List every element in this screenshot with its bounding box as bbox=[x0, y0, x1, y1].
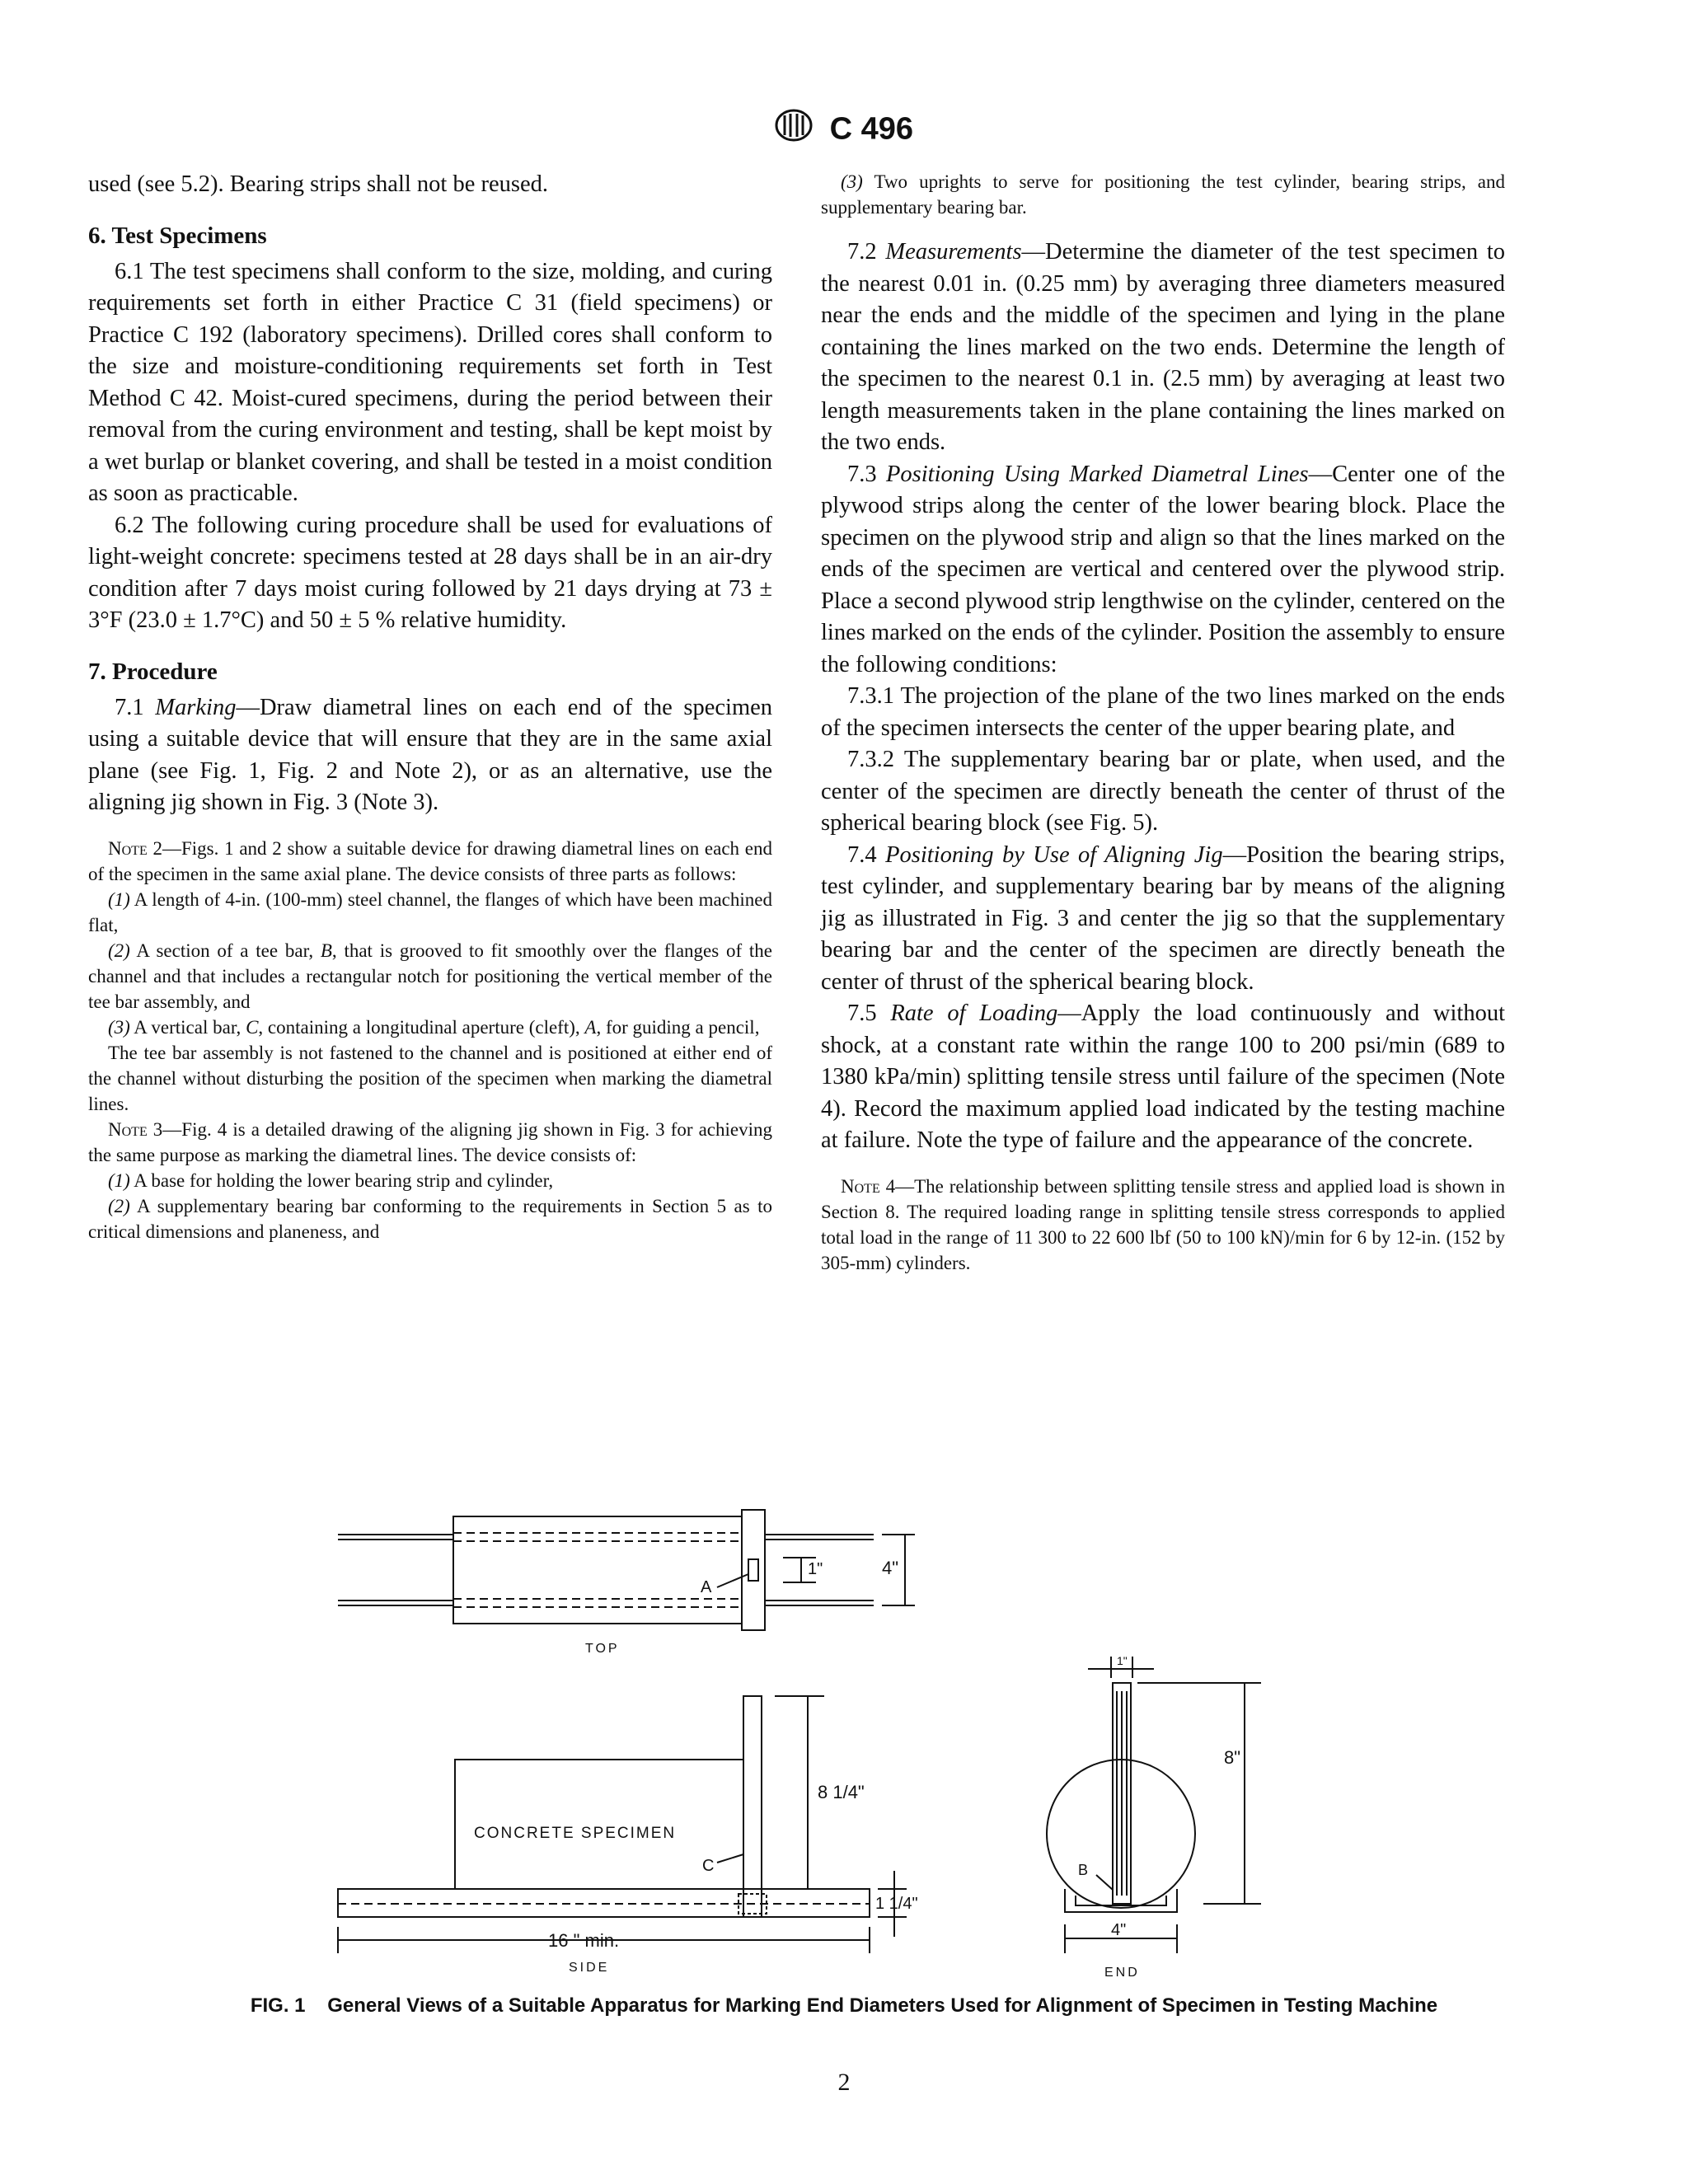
dim-4in-top: 4" bbox=[882, 1558, 899, 1578]
note-text: 2—Figs. 1 and 2 show a suitable device for drawing diametral lines on each end of the specimen in the same axial plane. The device consists of three parts as follows: bbox=[88, 837, 772, 884]
item-text: A base for holding the lower bearing strip and cylinder, bbox=[129, 1169, 554, 1191]
note-2-item-1 bbox=[88, 887, 772, 938]
para-term: Measurements bbox=[885, 239, 1022, 265]
figure-caption bbox=[0, 1994, 1688, 2018]
paragraph-7-3 bbox=[821, 459, 1505, 682]
note-label: Note bbox=[108, 1118, 148, 1140]
top-view bbox=[338, 1510, 915, 1630]
paragraph-6-1: 6.1 The test specimens shall conform to the size, molding, and curing requirements set forth in either Practice C 31 (field specimens) or Practice C 192 (laboratory specimens). Drilled cores shall conform to the size and moisture-conditioning requirements set forth in Test Method C 42. Moist-cured specimens, during the period between their removal from the curing environment and testing, shall be kept moist by a wet burlap or blanket covering, and shall be tested in a moist condition as soon as practicable. bbox=[88, 258, 772, 506]
item-text: Two uprights to serve for positioning the test cylinder, bearing strips, and supplementary bearing bar. bbox=[821, 171, 1505, 218]
note-3-item-1 bbox=[88, 1168, 772, 1193]
note-2-tail: The tee bar assembly is not fastened to the channel and is positioned at either end of the channel without disturbing the position of the specimen when marking the diametral lines. bbox=[88, 1042, 772, 1114]
note-3-item-2 bbox=[88, 1193, 772, 1244]
view-label-end: END bbox=[1104, 1966, 1140, 1980]
paragraph-6-2: 6.2 The following curing procedure shall be used for evaluations of light-weight concrete: specimens tested at 28 days shall be in an air-dry condition after 7 days moist curing followed by 21 days drying at 73 ± 3°F (23.0 ± 1.7°C) and 50 ± 5 % relative humidity. bbox=[88, 512, 772, 633]
section-heading-test-specimens: 6. Test Specimens bbox=[88, 222, 267, 249]
note-label: Note bbox=[841, 1175, 880, 1197]
para-term: Marking bbox=[155, 694, 237, 720]
item-number: (2) bbox=[108, 1195, 130, 1216]
para-text: —Draw diametral lines on each end of the specimen using a suitable device that will ensure that they are in the same axial plane (see Fig. 1, Fig. 2 and Note 2), or as an alternative, use the aligning jig shown in Fig. 3 (Note 3). bbox=[88, 694, 773, 815]
section-heading-procedure: 7. Procedure bbox=[88, 658, 218, 685]
dim-1in-end: 1" bbox=[1117, 1654, 1128, 1667]
label-c: C bbox=[702, 1857, 715, 1875]
item-text: , that is grooved to fit smoothly over the flanges of the channel and that includes a rectangular notch for positioning the vertical member of the tee bar assembly, and bbox=[88, 940, 772, 1012]
item-text: A vertical bar, bbox=[129, 1016, 246, 1038]
item-symbol: B bbox=[320, 940, 332, 961]
item-symbol: C bbox=[246, 1016, 259, 1038]
para-number: 7.1 bbox=[115, 694, 156, 720]
view-label-top: TOP bbox=[585, 1642, 620, 1656]
dim-16-min: 16 " min. bbox=[548, 1930, 620, 1951]
dim-4in-end: 4" bbox=[1111, 1921, 1127, 1939]
item-symbol: A bbox=[584, 1016, 597, 1038]
paragraph-7-2 bbox=[821, 237, 1505, 459]
paragraph-7-1 bbox=[88, 692, 772, 819]
label-b: B bbox=[1078, 1862, 1089, 1878]
note-2 bbox=[88, 836, 772, 887]
note-text: 4—The relationship between splitting tensile stress and applied load is shown in Section 8. The required loading range in splitting tensile stress corresponds to applied total load in the range of 11 300 to 22 600 lbf (50 to 100 kN)/min for 6 by 12-in. (152 by 305-mm) cylinders. bbox=[821, 1175, 1505, 1273]
figure-1-drawing bbox=[313, 1508, 1302, 1986]
dim-1in-top: 1" bbox=[808, 1560, 823, 1578]
left-column bbox=[88, 169, 772, 1244]
dim-8in: 8" bbox=[1224, 1747, 1241, 1768]
para-text: —Position the bearing strips, test cylinder, and supplementary bearing bar by means of the aligning jig as illustrated in Fig. 3 and center the jig so that the supplementary bearing bar and the center of the specimen are directly beneath the center of thrust of the spherical bearing block. bbox=[821, 841, 1506, 995]
note-2-item-3 bbox=[88, 1015, 772, 1040]
item-text: A section of a tee bar, bbox=[129, 940, 321, 961]
figure-caption-text: General Views of a Suitable Apparatus for Marking End Diameters Used for Alignment of Specimen in Testing Machine bbox=[327, 1994, 1438, 2017]
item-text: A length of 4-in. (100-mm) steel channel, the flanges of which have been machined flat, bbox=[88, 888, 772, 935]
paragraph-7-4 bbox=[821, 840, 1505, 999]
figure-label: FIG. 1 bbox=[250, 1994, 306, 2017]
right-column bbox=[821, 169, 1505, 1276]
note-3-item-3 bbox=[821, 169, 1505, 220]
paragraph-7-3-2: 7.3.2 The supplementary bearing bar or plate, when used, and the center of the specimen are directly beneath the center of thrust of the spherical bearing block (see Fig. 5). bbox=[821, 747, 1505, 836]
para-text: —Center one of the plywood strips along the center of the lower bearing block. Place the specimen on the plywood strip and align so that the lines marked on the ends of the specimen are vertical and centered over the plywood strip. Place a second plywood strip lengthwise on the cylinder, centered on the lines marked on the ends of the cylinder. Position the assembly to ensure the following conditions: bbox=[821, 461, 1505, 677]
para-term: Rate of Loading bbox=[890, 1001, 1058, 1026]
item-text: , containing a longitudinal aperture (cleft), bbox=[258, 1016, 585, 1038]
item-number: (2) bbox=[108, 940, 130, 961]
para-term: Positioning by Use of Aligning Jig bbox=[885, 841, 1223, 868]
para-number: 7.5 bbox=[847, 1001, 891, 1026]
note-label: Note bbox=[108, 837, 148, 859]
designation: C 496 bbox=[829, 111, 913, 147]
item-number: (1) bbox=[108, 888, 130, 910]
view-label-side: SIDE bbox=[569, 1961, 610, 1975]
page-number: 2 bbox=[837, 2069, 851, 2096]
astm-logo-icon bbox=[775, 109, 813, 150]
item-text: , for guiding a pencil, bbox=[596, 1016, 760, 1038]
paragraph-continued: used (see 5.2). Bearing strips shall not be reused. bbox=[88, 171, 548, 197]
para-number: 7.2 bbox=[847, 239, 886, 265]
concrete-specimen-label: CONCRETE SPECIMEN bbox=[474, 1825, 677, 1842]
item-number: (3) bbox=[108, 1016, 130, 1038]
page-header bbox=[0, 109, 1688, 150]
item-number: (3) bbox=[841, 171, 863, 192]
note-3 bbox=[88, 1117, 772, 1168]
dim-1-1-4: 1 1/4" bbox=[875, 1895, 918, 1913]
dim-8-1-4: 8 1/4" bbox=[818, 1782, 865, 1802]
item-number: (1) bbox=[108, 1169, 130, 1191]
para-text: —Apply the load continuously and without shock, at a constant rate within the range 100 to 200 psi/min (689 to 1380 kPa/min) splitting tensile stress until failure of the specimen (Note 4). Record the maximum applied load indicated by the testing machine at failure. Note the type of failure and the appearance of the concrete. bbox=[821, 1001, 1505, 1153]
paragraph-7-5 bbox=[821, 998, 1505, 1157]
end-view bbox=[1047, 1657, 1261, 1953]
para-number: 7.4 bbox=[847, 841, 886, 868]
para-number: 7.3 bbox=[847, 461, 887, 487]
paragraph-7-3-1: 7.3.1 The projection of the plane of the two lines marked on the ends of the specimen intersects the center of the upper bearing plate, and bbox=[821, 683, 1505, 741]
note-4 bbox=[821, 1174, 1505, 1276]
apparatus-drawing bbox=[313, 1508, 1302, 1986]
para-text: —Determine the diameter of the test specimen to the nearest 0.01 in. (0.25 mm) by averaging three diameters measured near the ends and the middle of the specimen and lying in the plane containing the lines marked on the two ends. Determine the length of the specimen to the nearest 0.1 in. (2.5 mm) by averaging at least two length measurements taken in the plane containing the lines marked on the two ends. bbox=[821, 239, 1505, 455]
para-term: Positioning Using Marked Diametral Lines bbox=[886, 461, 1309, 487]
label-a: A bbox=[701, 1578, 712, 1596]
note-text: 3—Fig. 4 is a detailed drawing of the aligning jig shown in Fig. 3 for achieving the same purpose as marking the diametral lines. The device consists of: bbox=[88, 1118, 772, 1165]
item-text: A supplementary bearing bar conforming to the requirements in Section 5 as to critical dimensions and planeness, and bbox=[88, 1195, 772, 1242]
note-2-item-2 bbox=[88, 938, 772, 1015]
